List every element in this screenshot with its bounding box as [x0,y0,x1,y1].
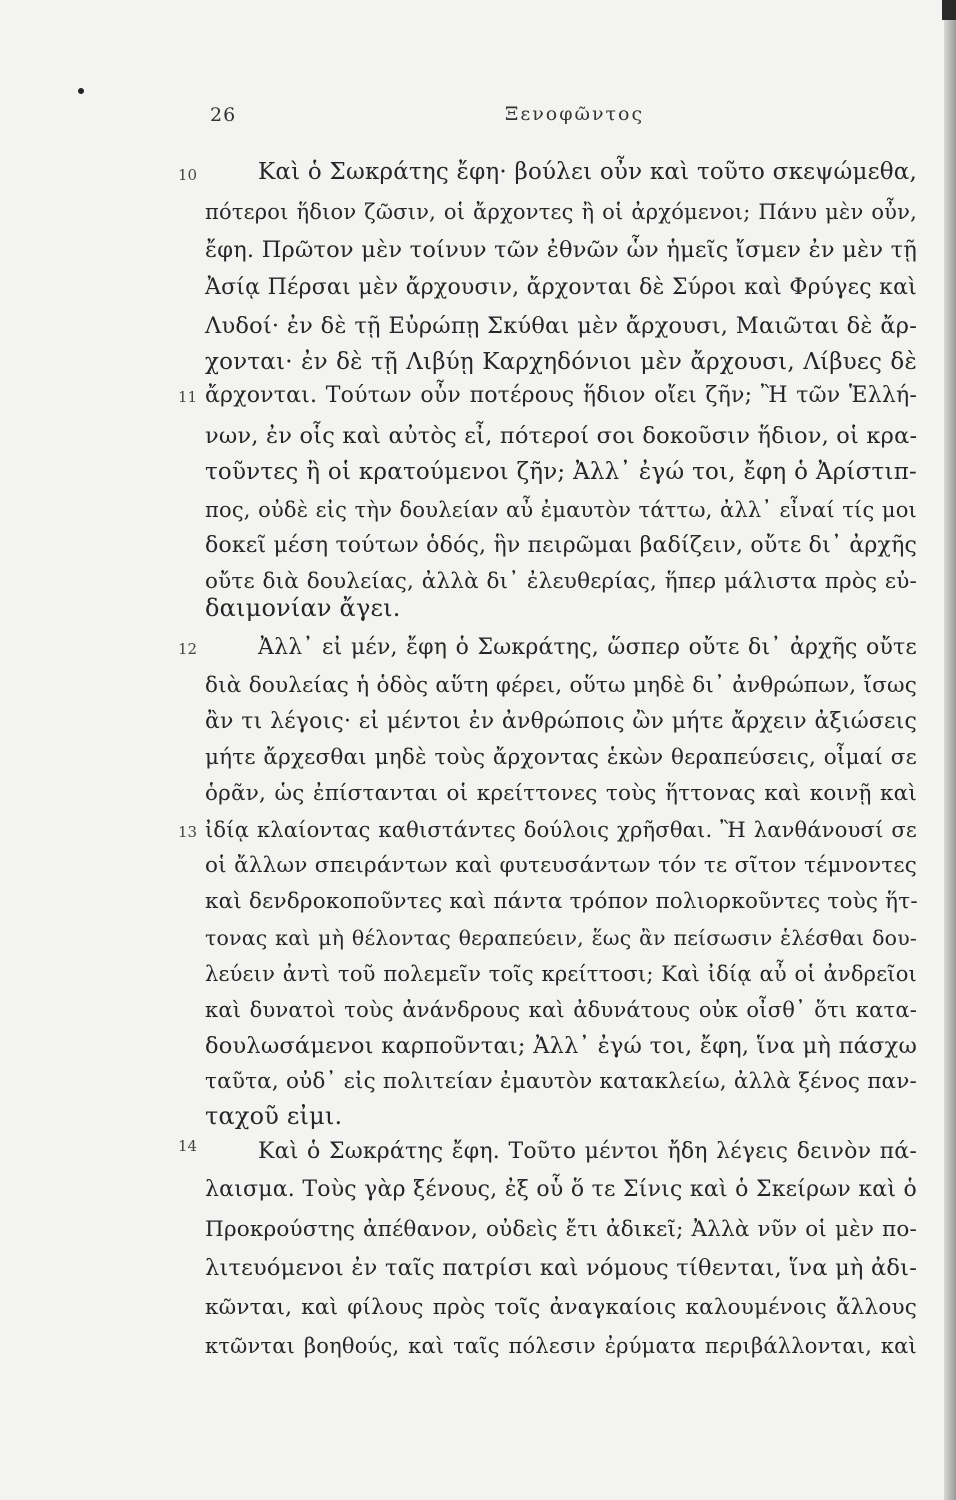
text-line: πος, οὐδὲ εἰς τὴν δουλείαν αὖ ἐμαυτὸν τάττω, ἀλλ᾽ εἶναί τίς μοι [205,498,917,522]
page-number: 26 [210,104,237,126]
text-line: διὰ δουλείας ἡ ὁδὸς αὕτη φέρει, οὕτω μηδὲ δι᾽ ἀνθρώπων, ἴσως [205,673,917,698]
text-line: οἱ ἄλλων σπειράντων καὶ φυτευσάντων τόν τε σῖτον τέμνοντες [205,853,917,878]
text-line: καὶ δενδροκοποῦντες καὶ πάντα τρόπον πολιορκοῦντες τοὺς ἥτ- [205,889,918,914]
ink-spot [78,88,84,94]
section-number: 13 [178,823,198,841]
text-line: Ἀλλ᾽ εἰ μέν, ἔφη ὁ Σωκράτης, ὥσπερ οὔτε δι᾽ ἀρχῆς οὔτε [258,635,917,660]
section-number: 10 [178,166,198,184]
text-line: δοκεῖ μέση τούτων ὁδός, ἣν πειρῶμαι βαδίζειν, οὔτε δι᾽ ἀρχῆς [205,533,917,558]
text-line: ταῦτα, οὐδ᾽ εἰς πολιτείαν ἐμαυτὸν κατακλείω, ἀλλὰ ξένος παν- [205,1069,917,1094]
text-line: Ἀσίᾳ Πέρσαι μὲν ἄρχουσιν, ἄρχονται δὲ Σύροι καὶ Φρύγες καὶ [205,275,917,300]
text-line: ταχοῦ εἰμι. [205,1102,343,1130]
text-line: λεύειν ἀντὶ τοῦ πολεμεῖν τοῖς κρείττοσι; Καὶ ἰδίᾳ αὖ οἱ ἀνδρεῖοι [205,962,917,986]
section-number: 11 [178,388,198,406]
text-line: δουλωσάμενοι καρποῦνται; Ἀλλ᾽ ἐγώ τοι, ἔφη, ἵνα μὴ πάσχω [205,1033,917,1059]
text-line: Καὶ ὁ Σωκράτης ἔφη· βούλει οὖν καὶ τοῦτο σκεψώμεθα, [258,159,917,185]
text-line: κῶνται, καὶ φίλους πρὸς τοῖς ἀναγκαίοις καλουμένοις ἄλλους [205,1295,917,1320]
page-edge-shadow [944,0,956,1500]
text-line: τοῦντες ἢ οἱ κρατούμενοι ζῆν; Ἀλλ᾽ ἐγώ τοι, ἔφη ὁ Ἀρίστιπ- [205,459,917,485]
text-line: ἂν τι λέγοις· εἰ μέντοι ἐν ἀνθρώποις ὢν μήτε ἄρχειν ἀξιώσεις [205,709,917,734]
text-line: κτῶνται βοηθούς, καὶ ταῖς πόλεσιν ἐρύματα περιβάλλονται, καὶ [205,1334,917,1358]
text-line: ἔφη. Πρῶτον μὲν τοίνυν τῶν ἐθνῶν ὧν ἡμεῖς ἴσμεν ἐν μὲν τῇ [205,237,917,263]
section-number: 14 [178,1137,198,1155]
text-line: λιτευόμενοι ἐν ταῖς πατρίσι καὶ νόμους τίθενται, ἵνα μὴ ἀδι- [205,1255,917,1281]
text-line: ὁρᾶν, ὡς ἐπίστανται οἱ κρείττονες τοὺς ἥττονας καὶ κοινῇ καὶ [205,781,917,806]
text-line: ἄρχονται. Τούτων οὖν ποτέρους ἥδιον οἴει ζῆν; Ἢ τῶν Ἑλλή- [205,383,917,408]
text-line: μήτε ἄρχεσθαι μηδὲ τοὺς ἄρχοντας ἑκὼν θεραπεύσεις, οἶμαί σε [205,745,917,770]
text-line: οὔτε διὰ δουλείας, ἀλλὰ δι᾽ ἐλευθερίας, ἥπερ μάλιστα πρὸς εὐ- [205,569,917,594]
text-line: Καὶ ὁ Σωκράτης ἔφη. Τοῦτο μέντοι ἤδη λέγεις δεινὸν πά- [258,1139,917,1164]
text-line: ἰδίᾳ κλαίοντας καθιστάντες δούλοις χρῆσθαι. Ἢ λανθάνουσί σε [205,818,917,842]
text-line: δαιμονίαν ἄγει. [205,594,401,622]
running-head: Ξενοφῶντος [505,103,645,125]
text-line: πότεροι ἥδιον ζῶσιν, οἱ ἄρχοντες ἢ οἱ ἀρχόμενοι; Πάνυ μὲν οὖν, [205,200,917,224]
text-line: Λυδοί· ἐν δὲ τῇ Εὐρώπῃ Σκύθαι μὲν ἄρχουσι, Μαιῶται δὲ ἄρ- [205,313,917,339]
page-edge-mark [942,0,956,20]
text-line: καὶ δυνατοὶ τοὺς ἀνάνδρους καὶ ἀδυνάτους οὐκ οἶσθ᾽ ὅτι κατα- [205,998,917,1022]
text-line: νων, ἐν οἷς καὶ αὐτὸς εἶ, πότεροί σοι δοκοῦσιν ἥδιον, οἱ κρα- [205,423,918,449]
text-line: Προκρούστης ἀπέθανον, οὐδεὶς ἔτι ἀδικεῖ; Ἀλλὰ νῦν οἱ μὲν πο- [205,1217,917,1242]
text-line: τονας καὶ μὴ θέλοντας θεραπεύειν, ἕως ἂν πείσωσιν ἑλέσθαι δου- [205,926,917,950]
text-line: χονται· ἐν δὲ τῇ Λιβύῃ Καρχηδόνιοι μὲν ἄρχουσι, Λίβυες δὲ [205,349,917,375]
section-number: 12 [178,640,198,658]
text-line: λαισμα. Τοὺς γὰρ ξένους, ἐξ οὗ ὅ τε Σίνις καὶ ὁ Σκείρων καὶ ὁ [205,1177,917,1202]
